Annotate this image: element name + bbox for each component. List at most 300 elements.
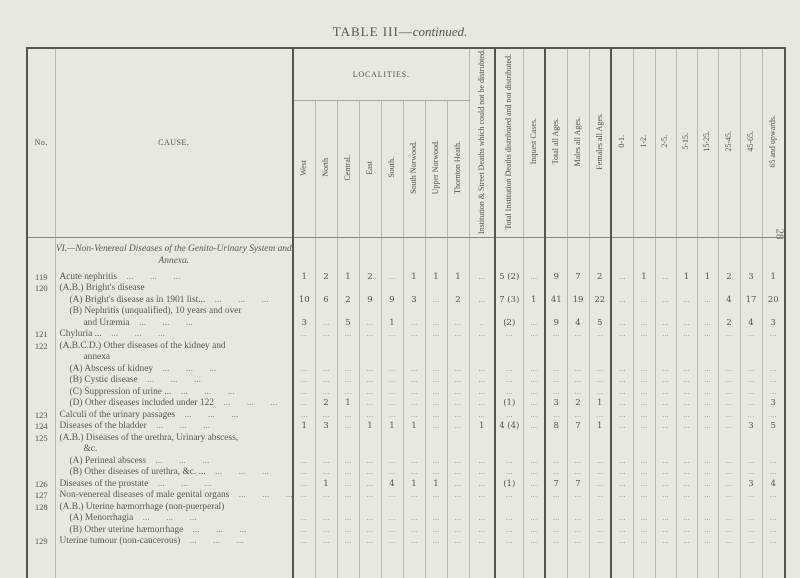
value-cell: ... — [589, 525, 611, 537]
table-row — [27, 536, 785, 548]
row-number — [27, 306, 55, 318]
table-row — [27, 295, 785, 307]
value-cell — [545, 433, 567, 445]
value-cell: ... — [655, 295, 676, 307]
value-cell: ... — [425, 318, 447, 330]
value-cell — [315, 341, 337, 353]
row-number: 126 — [27, 479, 55, 491]
value-cell — [381, 444, 403, 456]
value-cell: ... — [469, 513, 495, 525]
value-cell — [676, 306, 697, 318]
value-cell: ... — [697, 513, 718, 525]
value-cell — [567, 341, 589, 353]
value-cell — [293, 306, 315, 318]
value-cell — [523, 433, 545, 445]
value-cell — [495, 283, 523, 295]
value-cell: ... — [655, 490, 676, 502]
value-cell: ... — [447, 513, 469, 525]
value-cell: ... — [697, 456, 718, 468]
value-cell: ... — [359, 318, 381, 330]
value-cell: ... — [495, 525, 523, 537]
table-row — [27, 329, 785, 341]
value-cell: ... — [447, 467, 469, 479]
value-cell — [403, 502, 425, 514]
value-cell: ... — [762, 364, 785, 376]
value-cell: ... — [676, 295, 697, 307]
value-cell: ... — [676, 467, 697, 479]
value-cell — [403, 341, 425, 353]
value-cell: ... — [447, 318, 469, 330]
table-row — [27, 341, 785, 353]
row-number — [27, 295, 55, 307]
value-cell: ... — [633, 467, 655, 479]
value-cell: 5 (2) — [495, 272, 523, 284]
value-cell: 2 — [718, 272, 740, 284]
value-cell — [447, 306, 469, 318]
value-cell: ... — [523, 364, 545, 376]
value-cell: 20 — [762, 295, 785, 307]
table-row — [27, 352, 785, 364]
value-cell: ... — [676, 364, 697, 376]
value-cell: ... — [447, 387, 469, 399]
header-locality-7: Thornton Heath. — [447, 100, 469, 237]
value-cell: 1 — [337, 398, 359, 410]
value-cell — [523, 341, 545, 353]
value-cell: ... — [495, 467, 523, 479]
table-title — [0, 24, 800, 40]
value-cell — [403, 306, 425, 318]
value-cell: ... — [611, 421, 633, 433]
header-age-5-15: 5-15. — [676, 48, 697, 237]
value-cell — [762, 444, 785, 456]
value-cell: ... — [425, 364, 447, 376]
value-cell: ... — [740, 536, 762, 548]
value-cell: ... — [359, 525, 381, 537]
value-cell: ... — [697, 295, 718, 307]
value-cell: ... — [469, 456, 495, 468]
value-cell: ... — [425, 490, 447, 502]
value-cell: ... — [718, 525, 740, 537]
table-row — [27, 456, 785, 468]
value-cell: 5 — [337, 318, 359, 330]
header-cause: CAUSE. — [55, 48, 293, 237]
table-row — [27, 283, 785, 295]
value-cell — [655, 283, 676, 295]
value-cell: ... — [718, 375, 740, 387]
value-cell — [403, 352, 425, 364]
value-cell: ... — [523, 525, 545, 537]
value-cell: ... — [633, 536, 655, 548]
value-cell: ... — [469, 375, 495, 387]
value-cell — [425, 352, 447, 364]
value-cell: ... — [697, 421, 718, 433]
value-cell — [447, 283, 469, 295]
value-cell: 4 — [740, 318, 762, 330]
value-cell — [589, 444, 611, 456]
value-cell — [469, 444, 495, 456]
value-cell: ... — [293, 513, 315, 525]
value-cell: ... — [676, 456, 697, 468]
value-cell: ... — [381, 525, 403, 537]
value-cell — [633, 502, 655, 514]
value-cell — [718, 352, 740, 364]
value-cell: 4 (4) — [495, 421, 523, 433]
row-number — [27, 398, 55, 410]
value-cell: ... — [469, 364, 495, 376]
value-cell — [447, 352, 469, 364]
value-cell: ... — [762, 536, 785, 548]
value-cell — [337, 306, 359, 318]
value-cell: ... — [315, 364, 337, 376]
value-cell: ... — [359, 513, 381, 525]
value-cell — [633, 283, 655, 295]
header-age-0-1: 0-1. — [611, 48, 633, 237]
value-cell — [381, 306, 403, 318]
value-cell: ... — [403, 410, 425, 422]
value-cell: ... — [718, 479, 740, 491]
value-cell: ... — [611, 318, 633, 330]
value-cell: ... — [315, 467, 337, 479]
value-cell: ... — [469, 525, 495, 537]
value-cell: ... — [495, 329, 523, 341]
value-cell — [447, 444, 469, 456]
cause-cell: (C) Suppression of urine ... ... ... ... — [55, 387, 293, 399]
value-cell — [655, 444, 676, 456]
value-cell: ... — [381, 272, 403, 284]
value-cell — [293, 502, 315, 514]
value-cell: ... — [589, 375, 611, 387]
value-cell — [762, 341, 785, 353]
value-cell: ... — [425, 421, 447, 433]
value-cell — [545, 283, 567, 295]
value-cell: 2 — [315, 398, 337, 410]
value-cell: ... — [633, 387, 655, 399]
value-cell: ... — [315, 387, 337, 399]
value-cell: 1 — [403, 272, 425, 284]
value-cell: ... — [633, 318, 655, 330]
value-cell: ... — [655, 467, 676, 479]
value-cell: ... — [523, 398, 545, 410]
value-cell: ... — [655, 387, 676, 399]
value-cell — [633, 444, 655, 456]
value-cell — [359, 306, 381, 318]
value-cell: ... — [676, 525, 697, 537]
value-cell: ... — [403, 525, 425, 537]
value-cell: ... — [567, 513, 589, 525]
value-cell — [589, 283, 611, 295]
value-cell — [740, 352, 762, 364]
value-cell: ... — [425, 410, 447, 422]
value-cell: ... — [676, 421, 697, 433]
value-cell: ... — [633, 398, 655, 410]
value-cell — [381, 283, 403, 295]
value-cell: ... — [293, 364, 315, 376]
cause-cell: (A) Menorrhagia ... ... ... — [55, 513, 293, 525]
value-cell — [469, 341, 495, 353]
value-cell: ... — [655, 398, 676, 410]
value-cell: ... — [523, 456, 545, 468]
value-cell: ... — [611, 387, 633, 399]
value-cell: 1 — [762, 272, 785, 284]
row-number: 122 — [27, 341, 55, 353]
row-number: 121 — [27, 329, 55, 341]
value-cell: ... — [655, 272, 676, 284]
cause-cell: (B) Other diseases of urethra, &c. ... ... ... ... — [55, 467, 293, 479]
value-cell: ... — [740, 467, 762, 479]
header-locality-3: East — [359, 100, 381, 237]
value-cell: 9 — [545, 272, 567, 284]
value-cell: ... — [676, 513, 697, 525]
value-cell: ... — [589, 490, 611, 502]
cause-cell: (A.B.) Diseases of the urethra, Urinary abscess, — [55, 433, 293, 445]
value-cell: ... — [469, 467, 495, 479]
value-cell: ... — [495, 490, 523, 502]
value-cell: ... — [655, 479, 676, 491]
table-row — [27, 444, 785, 456]
value-cell: ... — [655, 375, 676, 387]
value-cell — [337, 444, 359, 456]
value-cell: ... — [469, 272, 495, 284]
value-cell: ... — [495, 513, 523, 525]
value-cell: ... — [740, 398, 762, 410]
value-cell: (2) — [495, 318, 523, 330]
value-cell: ... — [697, 387, 718, 399]
value-cell — [359, 444, 381, 456]
value-cell: 7 (3) — [495, 295, 523, 307]
value-cell: ... — [337, 479, 359, 491]
value-cell — [495, 444, 523, 456]
value-cell: ... — [589, 456, 611, 468]
cause-cell: (A) Bright's disease as in 1901 list... ... ... ... — [55, 295, 293, 307]
value-cell: ... — [447, 490, 469, 502]
value-cell: ... — [337, 410, 359, 422]
value-cell: ... — [740, 410, 762, 422]
value-cell: ... — [611, 536, 633, 548]
value-cell: ... — [293, 329, 315, 341]
value-cell — [523, 306, 545, 318]
value-cell — [469, 502, 495, 514]
value-cell — [293, 433, 315, 445]
value-cell: ... — [523, 536, 545, 548]
table-row — [27, 433, 785, 445]
value-cell: ... — [676, 490, 697, 502]
value-cell: ... — [589, 387, 611, 399]
value-cell — [740, 283, 762, 295]
header-age-15-25: 15-25. — [697, 48, 718, 237]
value-cell: 7 — [567, 421, 589, 433]
value-cell: ... — [633, 525, 655, 537]
value-cell: 1 — [697, 272, 718, 284]
header-age-1-2: 1-2. — [633, 48, 655, 237]
value-cell: ... — [589, 467, 611, 479]
value-cell — [676, 341, 697, 353]
value-cell: ... — [633, 490, 655, 502]
value-cell — [762, 502, 785, 514]
value-cell: 3 — [545, 398, 567, 410]
value-cell: ... — [633, 375, 655, 387]
value-cell: 17 — [740, 295, 762, 307]
value-cell — [315, 352, 337, 364]
value-cell — [697, 444, 718, 456]
value-cell: ... — [425, 329, 447, 341]
value-cell: ... — [425, 387, 447, 399]
value-cell: ... — [425, 375, 447, 387]
value-cell — [337, 341, 359, 353]
value-cell: ... — [655, 421, 676, 433]
value-cell: ... — [359, 536, 381, 548]
value-cell: ... — [381, 513, 403, 525]
value-cell: ... — [315, 490, 337, 502]
value-cell: ... — [718, 329, 740, 341]
value-cell: ... — [359, 364, 381, 376]
value-cell: 1 — [293, 272, 315, 284]
section-title: VI.—Non-Venereal Diseases of the Genito-Urinary System and Annexa. — [55, 237, 293, 272]
value-cell: 3 — [740, 479, 762, 491]
row-number: 125 — [27, 433, 55, 445]
value-cell: ... — [740, 513, 762, 525]
value-cell — [337, 352, 359, 364]
row-number — [27, 318, 55, 330]
value-cell — [676, 283, 697, 295]
value-cell: ... — [718, 490, 740, 502]
value-cell: ... — [337, 467, 359, 479]
value-cell: ... — [293, 410, 315, 422]
value-cell — [381, 352, 403, 364]
value-cell — [676, 444, 697, 456]
row-number: 128 — [27, 502, 55, 514]
value-cell: ... — [447, 410, 469, 422]
value-cell — [589, 352, 611, 364]
value-cell: ... — [315, 536, 337, 548]
value-cell: ... — [611, 272, 633, 284]
value-cell: ... — [315, 375, 337, 387]
value-cell: ... — [523, 467, 545, 479]
value-cell: 2 — [589, 272, 611, 284]
value-cell: 4 — [718, 295, 740, 307]
value-cell: ... — [740, 525, 762, 537]
table-row — [27, 467, 785, 479]
cause-cell: &c. — [55, 444, 293, 456]
value-cell — [523, 444, 545, 456]
value-cell — [315, 306, 337, 318]
value-cell: ... — [545, 364, 567, 376]
value-cell — [633, 352, 655, 364]
value-cell: 3 — [403, 295, 425, 307]
value-cell: ... — [697, 479, 718, 491]
value-cell — [762, 306, 785, 318]
cause-cell: (B) Cystic disease ... ... ... — [55, 375, 293, 387]
value-cell: ... — [545, 329, 567, 341]
value-cell: 1 — [425, 272, 447, 284]
value-cell — [762, 352, 785, 364]
value-cell: ... — [523, 272, 545, 284]
value-cell — [611, 283, 633, 295]
value-cell: ... — [381, 456, 403, 468]
value-cell: ... — [633, 410, 655, 422]
value-cell: ... — [469, 479, 495, 491]
value-cell: ... — [633, 456, 655, 468]
value-cell: ... — [567, 375, 589, 387]
row-number: 129 — [27, 536, 55, 548]
value-cell: ... — [545, 467, 567, 479]
value-cell: ... — [359, 456, 381, 468]
value-cell: ... — [359, 375, 381, 387]
value-cell — [567, 352, 589, 364]
value-cell — [567, 283, 589, 295]
value-cell — [447, 341, 469, 353]
value-cell — [633, 433, 655, 445]
value-cell — [523, 283, 545, 295]
value-cell: ... — [697, 318, 718, 330]
value-cell: 5 — [762, 421, 785, 433]
value-cell: ... — [495, 375, 523, 387]
value-cell — [425, 306, 447, 318]
value-cell: ... — [381, 410, 403, 422]
value-cell — [381, 433, 403, 445]
table-row — [27, 421, 785, 433]
value-cell: ... — [469, 387, 495, 399]
value-cell: ... — [315, 410, 337, 422]
value-cell: ... — [403, 387, 425, 399]
value-cell: ... — [718, 536, 740, 548]
value-cell: ... — [381, 467, 403, 479]
value-cell: 1 — [315, 479, 337, 491]
value-cell: ... — [740, 387, 762, 399]
cause-cell: (A) Abscess of kidney ... ... ... — [55, 364, 293, 376]
value-cell — [611, 306, 633, 318]
value-cell: ... — [676, 479, 697, 491]
value-cell: ... — [337, 387, 359, 399]
value-cell — [718, 283, 740, 295]
table-row — [27, 318, 785, 330]
cause-cell: (D) Other diseases included under 122 ... ... ... — [55, 398, 293, 410]
value-cell: ... — [545, 456, 567, 468]
value-cell: ... — [381, 375, 403, 387]
cause-cell: Non-venereal diseases of male genital organs ... ... ... — [55, 490, 293, 502]
value-cell: ... — [676, 318, 697, 330]
value-cell: ... — [523, 387, 545, 399]
value-cell: ... — [359, 329, 381, 341]
value-cell — [589, 502, 611, 514]
row-number — [27, 467, 55, 479]
value-cell — [611, 502, 633, 514]
value-cell: ... — [697, 467, 718, 479]
value-cell: ... — [611, 398, 633, 410]
value-cell: ... — [545, 387, 567, 399]
value-cell: ... — [762, 329, 785, 341]
value-cell — [545, 502, 567, 514]
value-cell: 1 — [447, 272, 469, 284]
value-cell: 3 — [740, 272, 762, 284]
row-number: 124 — [27, 421, 55, 433]
row-number: 119 — [27, 272, 55, 284]
value-cell: 2 — [447, 295, 469, 307]
value-cell — [359, 352, 381, 364]
value-cell: ... — [315, 456, 337, 468]
value-cell: ... — [293, 456, 315, 468]
value-cell: ... — [676, 329, 697, 341]
value-cell — [315, 502, 337, 514]
value-cell: ... — [447, 364, 469, 376]
cause-cell: Acute nephritis ... ... ... — [55, 272, 293, 284]
value-cell — [545, 306, 567, 318]
value-cell: ... — [315, 318, 337, 330]
value-cell — [495, 433, 523, 445]
value-cell — [697, 433, 718, 445]
cause-cell: (A.B.) Bright's disease — [55, 283, 293, 295]
value-cell — [545, 444, 567, 456]
table-row — [27, 272, 785, 284]
